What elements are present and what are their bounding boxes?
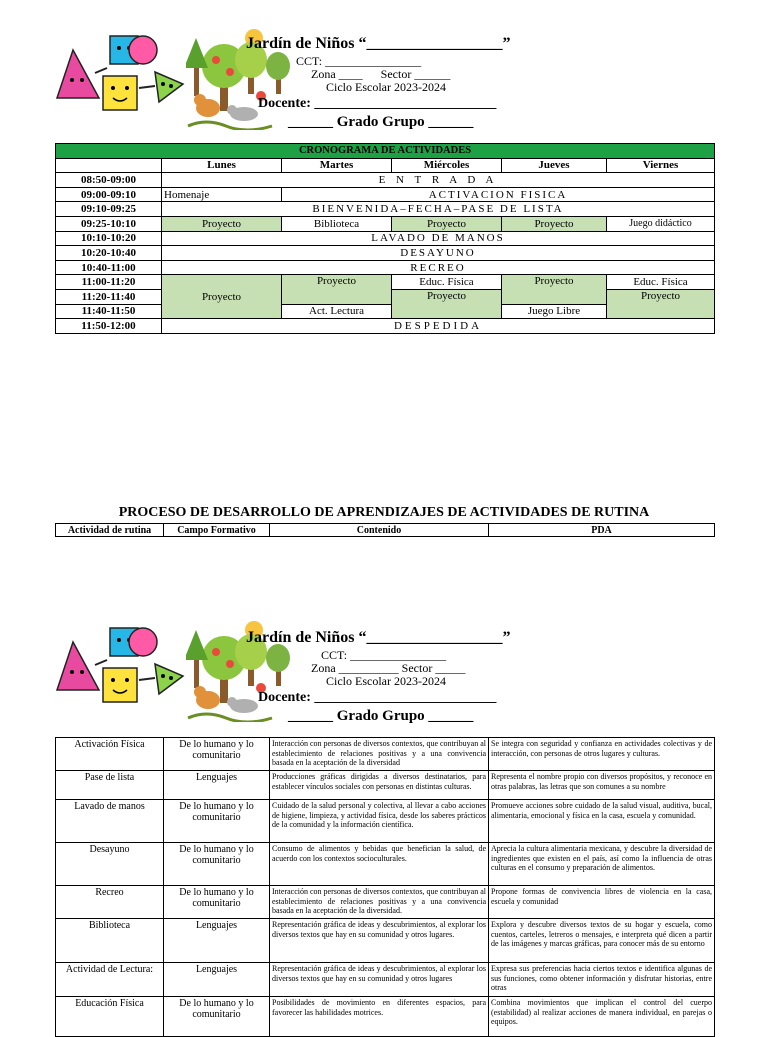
time-slot: 09:00-09:10 xyxy=(56,187,162,202)
col-contenido: Contenido xyxy=(270,524,489,537)
routine-activity: Recreo xyxy=(56,886,164,919)
activity-cell: Educ. Física xyxy=(607,275,715,290)
routine-contenido: Posibilidades de movimiento en diferentes espacios, para favorecer las habilidades motrices. xyxy=(270,997,489,1037)
day-miercoles: Miércoles xyxy=(392,158,502,173)
routine-campo: De lo humano y lo comunitario xyxy=(164,738,270,771)
routine-contenido: Cuidado de la salud personal y colectiva, al llevar a cabo acciones de higiene, limpieza, y actividad física, desde los saberes prácticos de la comunidad y la información científica. xyxy=(270,800,489,843)
routine-pda: Expresa sus preferencias hacia ciertos textos e identifica algunas de sus funciones, como obtener información y disfrutar historias, entre otras xyxy=(489,963,715,997)
activity-cell: Juego Libre xyxy=(502,304,607,319)
routine-campo: Lenguajes xyxy=(164,963,270,997)
routine-campo: De lo humano y lo comunitario xyxy=(164,800,270,843)
time-slot: 10:40-11:00 xyxy=(56,260,162,275)
activity-cell: Juego didáctico xyxy=(607,216,715,231)
cct-line-2: CCT: ________________ xyxy=(321,648,447,662)
col-actividad: Actividad de rutina xyxy=(56,524,164,537)
ciclo-escolar-1: Ciclo Escolar 2023-2024 xyxy=(326,80,446,94)
routine-campo: De lo humano y lo comunitario xyxy=(164,886,270,919)
routine-pda: Aprecia la cultura alimentaria mexicana, y descubre la diversidad de ingredientes que existen en el país, así como la influencia de otras culturas en el consumo y preparación de alimentos. xyxy=(489,843,715,886)
cct-line-1: CCT: ________________ xyxy=(296,54,422,68)
routine-pda: Explora y descubre diversos textos de su hogar y escuela, como cuentos, carteles, letreros o mensajes, e interpreta qué dicen a partir de las imágenes y marcas gráficas, para conocer más de su entorno xyxy=(489,919,715,963)
shapes-kids-illustration xyxy=(55,28,190,120)
time-slot: 11:20-11:40 xyxy=(56,289,162,304)
routine-row xyxy=(56,800,715,843)
routine-activity: Educación Física xyxy=(56,997,164,1037)
activity-cell: Proyecto xyxy=(162,216,282,231)
shapes-kids-illustration xyxy=(55,620,190,712)
proceso-title: PROCESO DE DESARROLLO DE APRENDIZAJES DE ACTIVIDADES DE RUTINA xyxy=(118,505,650,520)
school-name-2: Jardín de Niños “_________________” xyxy=(246,629,511,646)
schedule-table xyxy=(55,143,715,334)
time-slot: 08:50-09:00 xyxy=(56,173,162,188)
routine-activity: Pase de lista xyxy=(56,771,164,800)
proceso-header-table xyxy=(55,523,715,537)
time-slot: 11:40-11:50 xyxy=(56,304,162,319)
routine-contenido: Producciones gráficas dirigidas a diversos destinatarios, para establecer vínculos sociales con personas en distintas culturas. xyxy=(270,771,489,800)
recreo-cell: RECREO xyxy=(162,260,715,275)
routine-activity: Biblioteca xyxy=(56,919,164,963)
routine-campo: De lo humano y lo comunitario xyxy=(164,843,270,886)
routine-activity: Lavado de manos xyxy=(56,800,164,843)
grado-grupo-1: ______ Grado Grupo ______ xyxy=(288,114,474,130)
routine-row xyxy=(56,771,715,800)
entrada-cell: E N T R A D A xyxy=(162,173,715,188)
activity-cell: Proyecto xyxy=(162,275,282,319)
routine-activity: Activación Física xyxy=(56,738,164,771)
activity-cell: Proyecto xyxy=(607,289,715,318)
activity-cell: Proyecto xyxy=(502,275,607,304)
routine-pda: Combina movimientos que implican el control del cuerpo (estabilidad) al realizar acciones de manera individual, en parejas o equipos. xyxy=(489,997,715,1037)
lavado-cell: LAVADO DE MANOS xyxy=(162,231,715,246)
day-viernes: Viernes xyxy=(607,158,715,173)
routine-contenido: Interacción con personas de diversos contextos, que contribuyan al establecimiento de relaciones positivas y a una convivencia basada en la aceptación de la diversidad. xyxy=(270,886,489,919)
time-header xyxy=(56,158,162,173)
routine-pda: Promueve acciones sobre cuidado de la salud visual, auditiva, bucal, alimentaria, emocional y física en la casa, escuela y comunidad. xyxy=(489,800,715,843)
docente-line-1: Docente: __________________________ xyxy=(258,96,497,111)
activity-cell: Proyecto xyxy=(282,275,392,304)
col-campo: Campo Formativo xyxy=(164,524,270,537)
grado-grupo-2: ______ Grado Grupo ______ xyxy=(288,708,474,724)
routine-activity: Desayuno xyxy=(56,843,164,886)
routine-row xyxy=(56,997,715,1037)
routine-contenido: Representación gráfica de ideas y descubrimientos, al explorar los diversos textos que hay en su comunidad y otros lugares. xyxy=(270,919,489,963)
routine-row xyxy=(56,738,715,771)
routine-row xyxy=(56,843,715,886)
time-slot: 11:00-11:20 xyxy=(56,275,162,290)
zona-sector-line-1: Zona ____ Sector ______ xyxy=(311,67,451,81)
schedule-title: CRONOGRAMA DE ACTIVIDADES xyxy=(56,144,715,159)
time-slot: 09:25-10:10 xyxy=(56,216,162,231)
routine-activity: Actividad de Lectura: xyxy=(56,963,164,997)
day-jueves: Jueves xyxy=(502,158,607,173)
activity-cell: Educ. Física xyxy=(392,275,502,290)
activacion-cell: ACTIVACION FISICA xyxy=(282,187,715,202)
routine-row xyxy=(56,963,715,997)
routine-pda: Propone formas de convivencia libres de violencia en la casa, escuela y comunidad xyxy=(489,886,715,919)
routine-contenido: Consumo de alimentos y bebidas que benefician la salud, de acuerdo con los contextos socioculturales. xyxy=(270,843,489,886)
desayuno-cell: DESAYUNO xyxy=(162,246,715,261)
school-name-1: Jardín de Niños “_________________” xyxy=(246,35,511,52)
homenaje-cell: Homenaje xyxy=(162,187,282,202)
day-lunes: Lunes xyxy=(162,158,282,173)
routine-row xyxy=(56,919,715,963)
zona-sector-line-2: Zona __________ Sector _____ xyxy=(311,661,466,675)
activity-cell: Proyecto xyxy=(392,216,502,231)
routine-contenido: Interacción con personas de diversos contextos, que contribuyan al establecimiento de relaciones positivas y a una convivencia basada en la aceptación de la diversidad xyxy=(270,738,489,771)
routine-campo: Lenguajes xyxy=(164,771,270,800)
time-slot: 10:20-10:40 xyxy=(56,246,162,261)
routine-pda: Representa el nombre propio con diversos propósitos, y reconoce en otras palabras, las letras que son comunes a su nombre xyxy=(489,771,715,800)
routine-row xyxy=(56,886,715,919)
routine-contenido: Representación gráfica de ideas y descubrimientos, al explorar los diversos textos que hay en su comunidad y otros lugares xyxy=(270,963,489,997)
routine-table xyxy=(55,737,715,1037)
despedida-cell: DESPEDIDA xyxy=(162,319,715,334)
routine-campo: Lenguajes xyxy=(164,919,270,963)
activity-cell: Act. Lectura xyxy=(282,304,392,319)
routine-campo: De lo humano y lo comunitario xyxy=(164,997,270,1037)
col-pda: PDA xyxy=(489,524,715,537)
docente-line-2: Docente: __________________________ xyxy=(258,690,497,705)
routine-pda: Se integra con seguridad y confianza en actividades colectivas y de interacción, con personas de otros lugares y culturas. xyxy=(489,738,715,771)
time-slot: 09:10-09:25 xyxy=(56,202,162,217)
activity-cell: Biblioteca xyxy=(282,216,392,231)
activity-cell: Proyecto xyxy=(392,289,502,318)
time-slot: 10:10-10:20 xyxy=(56,231,162,246)
activity-cell: Proyecto xyxy=(502,216,607,231)
time-slot: 11:50-12:00 xyxy=(56,319,162,334)
day-martes: Martes xyxy=(282,158,392,173)
ciclo-escolar-2: Ciclo Escolar 2023-2024 xyxy=(326,674,446,688)
bienvenida-cell: BIENVENIDA–FECHA–PASE DE LISTA xyxy=(162,202,715,217)
